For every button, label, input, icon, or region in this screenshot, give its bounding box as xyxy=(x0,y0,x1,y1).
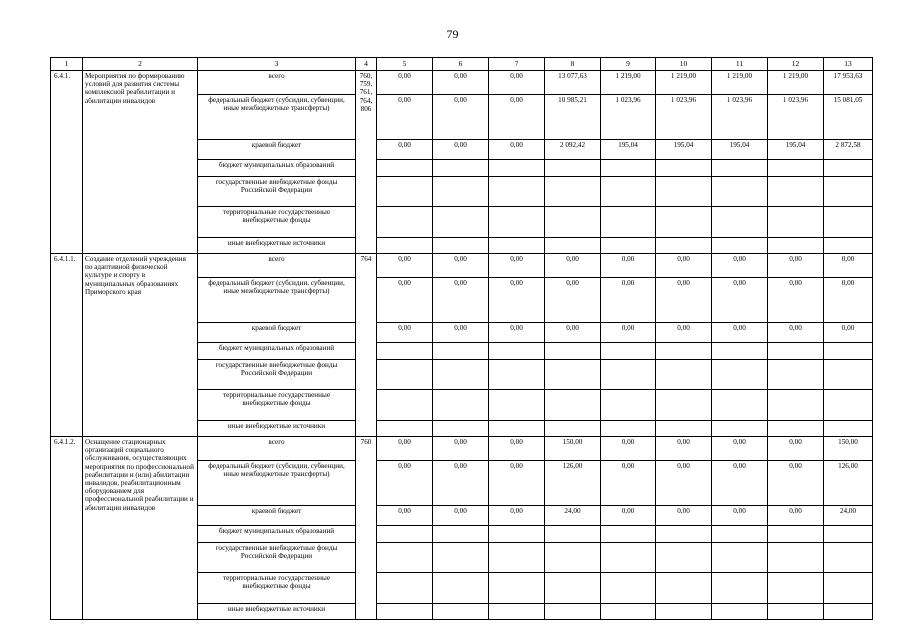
amount-cell xyxy=(433,421,489,437)
item-name: Мероприятия по формированию условий для развития системы комплексной реабилитации и абилитации инвалидов xyxy=(83,71,198,254)
funding-source: всего xyxy=(198,254,356,278)
amount-cell: 0,00 xyxy=(712,461,768,506)
amount-cell xyxy=(656,177,712,207)
amount-cell: 150,00 xyxy=(824,437,873,461)
amount-cell: 0,00 xyxy=(489,506,545,526)
amount-cell: 0,00 xyxy=(377,323,433,343)
amount-cell xyxy=(824,573,873,604)
amount-cell: 0,00 xyxy=(712,437,768,461)
amount-cell: 0,00 xyxy=(656,506,712,526)
amount-cell: 0,00 xyxy=(768,323,824,343)
amount-cell xyxy=(712,543,768,573)
amount-cell xyxy=(433,390,489,421)
amount-cell xyxy=(545,343,601,360)
item-code: 6.4.1. xyxy=(51,71,83,254)
table-row xyxy=(51,71,873,95)
amount-cell xyxy=(377,343,433,360)
amount-cell xyxy=(377,604,433,620)
amount-cell xyxy=(656,573,712,604)
amount-cell: 0,00 xyxy=(601,254,656,278)
amount-cell: 0,00 xyxy=(601,278,656,323)
amount-cell xyxy=(824,526,873,543)
amount-cell xyxy=(824,238,873,254)
amount-cell xyxy=(656,207,712,238)
amount-cell xyxy=(712,207,768,238)
amount-cell xyxy=(545,238,601,254)
funding-source: краевой бюджет xyxy=(198,140,356,160)
amount-cell xyxy=(656,526,712,543)
amount-cell: 126,00 xyxy=(824,461,873,506)
amount-cell xyxy=(601,543,656,573)
header-cell: 6 xyxy=(433,58,489,71)
amount-cell xyxy=(601,160,656,177)
funding-source: бюджет муниципальных образований xyxy=(198,160,356,177)
amount-cell xyxy=(489,421,545,437)
funding-source: всего xyxy=(198,71,356,95)
amount-cell xyxy=(656,390,712,421)
amount-cell: 195,04 xyxy=(768,140,824,160)
amount-cell xyxy=(545,573,601,604)
item-code: 6.4.1.1. xyxy=(51,254,83,437)
amount-cell: 0,00 xyxy=(712,323,768,343)
amount-cell xyxy=(601,390,656,421)
amount-cell xyxy=(601,573,656,604)
amount-cell xyxy=(768,160,824,177)
budget-code: 764 xyxy=(356,254,377,437)
amount-cell xyxy=(489,238,545,254)
funding-source: государственные внебюджетные фонды Российской Федерации xyxy=(198,543,356,573)
budget-code: 760, 759, 761, 764, 806 xyxy=(356,71,377,254)
amount-cell: 17 953,63 xyxy=(824,71,873,95)
amount-cell: 150,00 xyxy=(545,437,601,461)
amount-cell: 0,00 xyxy=(489,140,545,160)
amount-cell: 0,00 xyxy=(656,461,712,506)
funding-source: бюджет муниципальных образований xyxy=(198,526,356,543)
amount-cell xyxy=(824,207,873,238)
amount-cell xyxy=(824,604,873,620)
amount-cell: 0,00 xyxy=(377,461,433,506)
amount-cell: 0,00 xyxy=(768,437,824,461)
amount-cell xyxy=(433,573,489,604)
amount-cell xyxy=(712,160,768,177)
amount-cell xyxy=(377,543,433,573)
amount-cell: 2 872,58 xyxy=(824,140,873,160)
amount-cell xyxy=(433,343,489,360)
funding-source: территориальные государственные внебюджетные фонды xyxy=(198,390,356,421)
amount-cell: 10 985,21 xyxy=(545,95,601,140)
funding-source: федеральный бюджет (субсидии, субвенции, иные межбюджетные трансферты) xyxy=(198,95,356,140)
amount-cell: 0,00 xyxy=(545,323,601,343)
amount-cell: 0,00 xyxy=(712,506,768,526)
amount-cell: 0,00 xyxy=(489,461,545,506)
amount-cell xyxy=(712,604,768,620)
amount-cell xyxy=(656,604,712,620)
funding-source: государственные внебюджетные фонды Российской Федерации xyxy=(198,360,356,390)
amount-cell xyxy=(377,390,433,421)
amount-cell xyxy=(601,343,656,360)
funding-source: иные внебюджетные источники xyxy=(198,421,356,437)
amount-cell xyxy=(601,177,656,207)
amount-cell: 0,00 xyxy=(768,254,824,278)
amount-cell: 0,00 xyxy=(377,140,433,160)
funding-source: краевой бюджет xyxy=(198,506,356,526)
amount-cell xyxy=(377,573,433,604)
amount-cell xyxy=(377,160,433,177)
amount-cell: 0,00 xyxy=(656,254,712,278)
amount-cell: 1 219,00 xyxy=(601,71,656,95)
header-row xyxy=(51,58,873,71)
amount-cell xyxy=(489,177,545,207)
amount-cell: 0,00 xyxy=(377,71,433,95)
amount-cell xyxy=(545,421,601,437)
item-name: Оснащение стационарных организаций социального обслуживания, осуществляющих мероприятия по профессиональной реабилитации и (или) абилитации инвалидов, реабилитационным оборудованием для профессиональной реабилитации и абилитации инвалидов xyxy=(83,437,198,620)
amount-cell xyxy=(768,543,824,573)
funding-source: иные внебюджетные источники xyxy=(198,238,356,254)
header-cell: 5 xyxy=(377,58,433,71)
amount-cell xyxy=(545,177,601,207)
amount-cell: 0,00 xyxy=(377,254,433,278)
amount-cell: 0,00 xyxy=(824,254,873,278)
amount-cell xyxy=(545,360,601,390)
amount-cell: 0,00 xyxy=(433,437,489,461)
amount-cell xyxy=(433,526,489,543)
header-cell: 10 xyxy=(656,58,712,71)
amount-cell xyxy=(433,207,489,238)
amount-cell: 1 023,96 xyxy=(656,95,712,140)
amount-cell: 0,00 xyxy=(656,437,712,461)
amount-cell xyxy=(489,390,545,421)
amount-cell: 0,00 xyxy=(489,95,545,140)
amount-cell: 0,00 xyxy=(489,437,545,461)
amount-cell: 0,00 xyxy=(433,506,489,526)
amount-cell xyxy=(545,390,601,421)
funding-source: федеральный бюджет (субсидии, субвенции, иные межбюджетные трансферты) xyxy=(198,278,356,323)
amount-cell xyxy=(377,360,433,390)
header-cell: 13 xyxy=(824,58,873,71)
header-cell: 3 xyxy=(198,58,356,71)
amount-cell: 0,00 xyxy=(601,506,656,526)
funding-source: бюджет муниципальных образований xyxy=(198,343,356,360)
amount-cell: 0,00 xyxy=(377,95,433,140)
amount-cell xyxy=(433,160,489,177)
amount-cell xyxy=(489,573,545,604)
funding-source: федеральный бюджет (субсидии, субвенции, иные межбюджетные трансферты) xyxy=(198,461,356,506)
amount-cell xyxy=(712,360,768,390)
amount-cell xyxy=(824,360,873,390)
amount-cell: 195,04 xyxy=(601,140,656,160)
amount-cell: 0,00 xyxy=(433,254,489,278)
table-row xyxy=(51,254,873,278)
amount-cell: 0,00 xyxy=(768,278,824,323)
amount-cell xyxy=(601,207,656,238)
amount-cell: 1 219,00 xyxy=(768,71,824,95)
amount-cell: 195,04 xyxy=(656,140,712,160)
amount-cell xyxy=(601,238,656,254)
funding-source: краевой бюджет xyxy=(198,323,356,343)
amount-cell xyxy=(601,526,656,543)
amount-cell xyxy=(656,343,712,360)
amount-cell xyxy=(545,604,601,620)
amount-cell xyxy=(768,207,824,238)
amount-cell: 24,00 xyxy=(824,506,873,526)
amount-cell xyxy=(545,207,601,238)
amount-cell xyxy=(377,177,433,207)
amount-cell: 0,00 xyxy=(601,461,656,506)
amount-cell: 0,00 xyxy=(377,437,433,461)
amount-cell xyxy=(489,543,545,573)
amount-cell: 0,00 xyxy=(824,323,873,343)
amount-cell: 0,00 xyxy=(712,278,768,323)
amount-cell xyxy=(656,543,712,573)
header-cell: 2 xyxy=(83,58,198,71)
amount-cell xyxy=(489,526,545,543)
amount-cell xyxy=(489,343,545,360)
amount-cell xyxy=(656,360,712,390)
amount-cell xyxy=(433,543,489,573)
amount-cell xyxy=(545,543,601,573)
amount-cell: 126,00 xyxy=(545,461,601,506)
amount-cell xyxy=(768,421,824,437)
header-cell: 12 xyxy=(768,58,824,71)
amount-cell xyxy=(712,421,768,437)
header-cell: 1 xyxy=(51,58,83,71)
amount-cell xyxy=(545,160,601,177)
amount-cell xyxy=(601,604,656,620)
amount-cell xyxy=(712,390,768,421)
amount-cell: 0,00 xyxy=(656,278,712,323)
amount-cell: 0,00 xyxy=(656,323,712,343)
funding-source: государственные внебюджетные фонды Российской Федерации xyxy=(198,177,356,207)
table-row xyxy=(51,437,873,461)
amount-cell xyxy=(824,160,873,177)
amount-cell: 0,00 xyxy=(712,254,768,278)
amount-cell xyxy=(824,543,873,573)
amount-cell: 1 023,96 xyxy=(768,95,824,140)
amount-cell xyxy=(433,238,489,254)
amount-cell: 0,00 xyxy=(489,278,545,323)
amount-cell: 0,00 xyxy=(433,461,489,506)
budget-code: 760 xyxy=(356,437,377,620)
amount-cell xyxy=(656,421,712,437)
amount-cell xyxy=(433,177,489,207)
amount-cell xyxy=(768,177,824,207)
amount-cell xyxy=(433,360,489,390)
amount-cell: 15 081,05 xyxy=(824,95,873,140)
amount-cell: 2 092,42 xyxy=(545,140,601,160)
amount-cell: 0,00 xyxy=(433,323,489,343)
header-cell: 8 xyxy=(545,58,601,71)
amount-cell: 0,00 xyxy=(433,71,489,95)
amount-cell xyxy=(489,160,545,177)
amount-cell: 24,00 xyxy=(545,506,601,526)
amount-cell: 0,00 xyxy=(489,71,545,95)
amount-cell xyxy=(601,421,656,437)
amount-cell xyxy=(377,207,433,238)
amount-cell xyxy=(824,177,873,207)
funding-source: территориальные государственные внебюджетные фонды xyxy=(198,207,356,238)
budget-table xyxy=(50,57,873,620)
amount-cell: 195,04 xyxy=(712,140,768,160)
amount-cell: 0,00 xyxy=(768,506,824,526)
amount-cell xyxy=(712,573,768,604)
funding-source: территориальные государственные внебюджетные фонды xyxy=(198,573,356,604)
amount-cell xyxy=(712,177,768,207)
amount-cell xyxy=(489,604,545,620)
amount-cell: 1 023,96 xyxy=(601,95,656,140)
amount-cell xyxy=(768,604,824,620)
amount-cell xyxy=(768,238,824,254)
amount-cell xyxy=(377,238,433,254)
funding-source: иные внебюджетные источники xyxy=(198,604,356,620)
amount-cell xyxy=(489,360,545,390)
amount-cell: 0,00 xyxy=(489,254,545,278)
amount-cell xyxy=(656,238,712,254)
header-cell: 7 xyxy=(489,58,545,71)
amount-cell: 0,00 xyxy=(545,254,601,278)
amount-cell xyxy=(377,421,433,437)
amount-cell: 0,00 xyxy=(433,95,489,140)
amount-cell xyxy=(545,526,601,543)
item-name: Создание отделений учреждения по адаптивной физической культуре и спорту в муниципальных образованиях Приморского края xyxy=(83,254,198,437)
amount-cell: 13 077,63 xyxy=(545,71,601,95)
amount-cell xyxy=(824,343,873,360)
amount-cell: 0,00 xyxy=(601,437,656,461)
amount-cell: 0,00 xyxy=(545,278,601,323)
amount-cell xyxy=(824,421,873,437)
header-cell: 9 xyxy=(601,58,656,71)
amount-cell: 0,00 xyxy=(377,506,433,526)
amount-cell: 0,00 xyxy=(489,323,545,343)
funding-source: всего xyxy=(198,437,356,461)
header-cell: 4 xyxy=(356,58,377,71)
amount-cell xyxy=(768,343,824,360)
amount-cell xyxy=(489,207,545,238)
amount-cell: 1 023,96 xyxy=(712,95,768,140)
amount-cell xyxy=(768,526,824,543)
header-cell: 11 xyxy=(712,58,768,71)
item-code: 6.4.1.2. xyxy=(51,437,83,620)
amount-cell: 0,00 xyxy=(824,278,873,323)
amount-cell xyxy=(601,360,656,390)
amount-cell xyxy=(768,573,824,604)
amount-cell xyxy=(712,238,768,254)
amount-cell: 0,00 xyxy=(433,278,489,323)
amount-cell xyxy=(712,526,768,543)
amount-cell xyxy=(377,526,433,543)
amount-cell xyxy=(712,343,768,360)
amount-cell xyxy=(768,360,824,390)
amount-cell xyxy=(824,390,873,421)
amount-cell: 1 219,00 xyxy=(712,71,768,95)
amount-cell xyxy=(768,390,824,421)
amount-cell: 0,00 xyxy=(377,278,433,323)
amount-cell xyxy=(433,604,489,620)
page-number: 79 xyxy=(446,27,459,41)
amount-cell: 1 219,00 xyxy=(656,71,712,95)
amount-cell: 0,00 xyxy=(433,140,489,160)
amount-cell: 0,00 xyxy=(601,323,656,343)
amount-cell xyxy=(656,160,712,177)
amount-cell: 0,00 xyxy=(768,461,824,506)
